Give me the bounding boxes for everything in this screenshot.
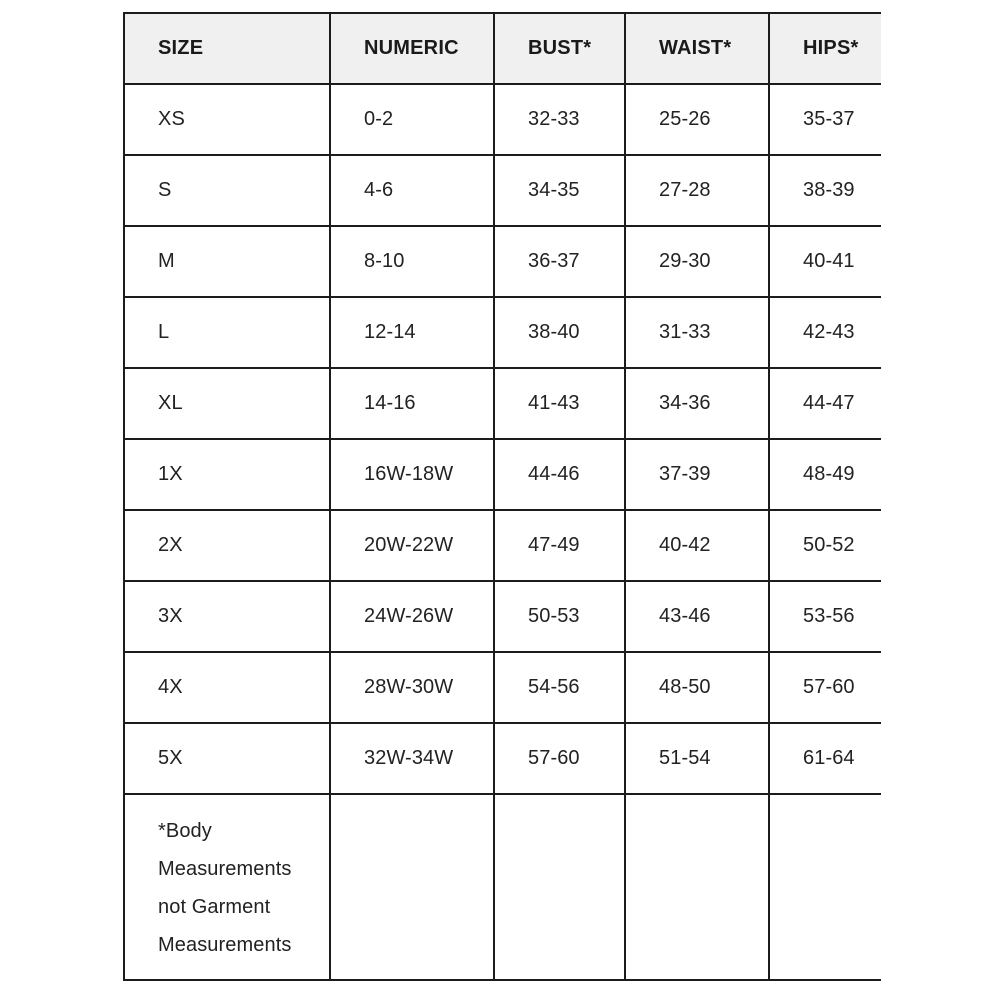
table-row bbox=[124, 723, 881, 794]
cell-numeric: 0-2 bbox=[330, 84, 494, 155]
cell-hips: 42-43 bbox=[769, 297, 881, 368]
cell-size: L bbox=[124, 297, 330, 368]
cell-bust: 47-49 bbox=[494, 510, 625, 581]
cell-size: 3X bbox=[124, 581, 330, 652]
table-row bbox=[124, 226, 881, 297]
cell-size: XS bbox=[124, 84, 330, 155]
cell-bust: 50-53 bbox=[494, 581, 625, 652]
cell-bust: 44-46 bbox=[494, 439, 625, 510]
header-hips: HIPS* bbox=[769, 13, 881, 84]
cell-numeric: 14-16 bbox=[330, 368, 494, 439]
footnote-row bbox=[124, 794, 881, 980]
empty-cell bbox=[769, 794, 881, 980]
cell-hips: 35-37 bbox=[769, 84, 881, 155]
cell-waist: 48-50 bbox=[625, 652, 769, 723]
empty-cell bbox=[494, 794, 625, 980]
cell-size: XL bbox=[124, 368, 330, 439]
table-row bbox=[124, 368, 881, 439]
cell-hips: 38-39 bbox=[769, 155, 881, 226]
cell-size: S bbox=[124, 155, 330, 226]
header-waist: WAIST* bbox=[625, 13, 769, 84]
table-row bbox=[124, 155, 881, 226]
cell-numeric: 4-6 bbox=[330, 155, 494, 226]
cell-size: 2X bbox=[124, 510, 330, 581]
cell-hips: 50-52 bbox=[769, 510, 881, 581]
cell-numeric: 20W-22W bbox=[330, 510, 494, 581]
cell-waist: 43-46 bbox=[625, 581, 769, 652]
cell-size: 4X bbox=[124, 652, 330, 723]
cell-hips: 44-47 bbox=[769, 368, 881, 439]
cell-numeric: 28W-30W bbox=[330, 652, 494, 723]
cell-waist: 25-26 bbox=[625, 84, 769, 155]
cell-bust: 34-35 bbox=[494, 155, 625, 226]
table-row bbox=[124, 581, 881, 652]
cell-waist: 27-28 bbox=[625, 155, 769, 226]
cell-hips: 40-41 bbox=[769, 226, 881, 297]
empty-cell bbox=[625, 794, 769, 980]
cell-bust: 57-60 bbox=[494, 723, 625, 794]
cell-hips: 61-64 bbox=[769, 723, 881, 794]
cell-size: M bbox=[124, 226, 330, 297]
cell-size: 5X bbox=[124, 723, 330, 794]
empty-cell bbox=[330, 794, 494, 980]
cell-waist: 34-36 bbox=[625, 368, 769, 439]
cell-numeric: 8-10 bbox=[330, 226, 494, 297]
table-row bbox=[124, 439, 881, 510]
cell-bust: 54-56 bbox=[494, 652, 625, 723]
cell-numeric: 32W-34W bbox=[330, 723, 494, 794]
cell-bust: 32-33 bbox=[494, 84, 625, 155]
cell-waist: 37-39 bbox=[625, 439, 769, 510]
cell-bust: 38-40 bbox=[494, 297, 625, 368]
table-row bbox=[124, 84, 881, 155]
cell-bust: 41-43 bbox=[494, 368, 625, 439]
cell-numeric: 12-14 bbox=[330, 297, 494, 368]
header-size: SIZE bbox=[124, 13, 330, 84]
header-bust: BUST* bbox=[494, 13, 625, 84]
cell-hips: 57-60 bbox=[769, 652, 881, 723]
table-row bbox=[124, 510, 881, 581]
header-numeric: NUMERIC bbox=[330, 13, 494, 84]
size-table bbox=[123, 12, 881, 981]
cell-hips: 53-56 bbox=[769, 581, 881, 652]
cell-numeric: 24W-26W bbox=[330, 581, 494, 652]
cell-size: 1X bbox=[124, 439, 330, 510]
cell-hips: 48-49 bbox=[769, 439, 881, 510]
footnote-text: *Body Measurements not Garment Measurements bbox=[158, 820, 292, 956]
cell-waist: 29-30 bbox=[625, 226, 769, 297]
cell-numeric: 16W-18W bbox=[330, 439, 494, 510]
table-row bbox=[124, 652, 881, 723]
size-chart bbox=[123, 12, 881, 998]
table-header-row bbox=[124, 13, 881, 84]
footnote-cell bbox=[124, 794, 330, 980]
cell-bust: 36-37 bbox=[494, 226, 625, 297]
cell-waist: 31-33 bbox=[625, 297, 769, 368]
cell-waist: 51-54 bbox=[625, 723, 769, 794]
cell-waist: 40-42 bbox=[625, 510, 769, 581]
table-row bbox=[124, 297, 881, 368]
table-body bbox=[124, 84, 881, 980]
